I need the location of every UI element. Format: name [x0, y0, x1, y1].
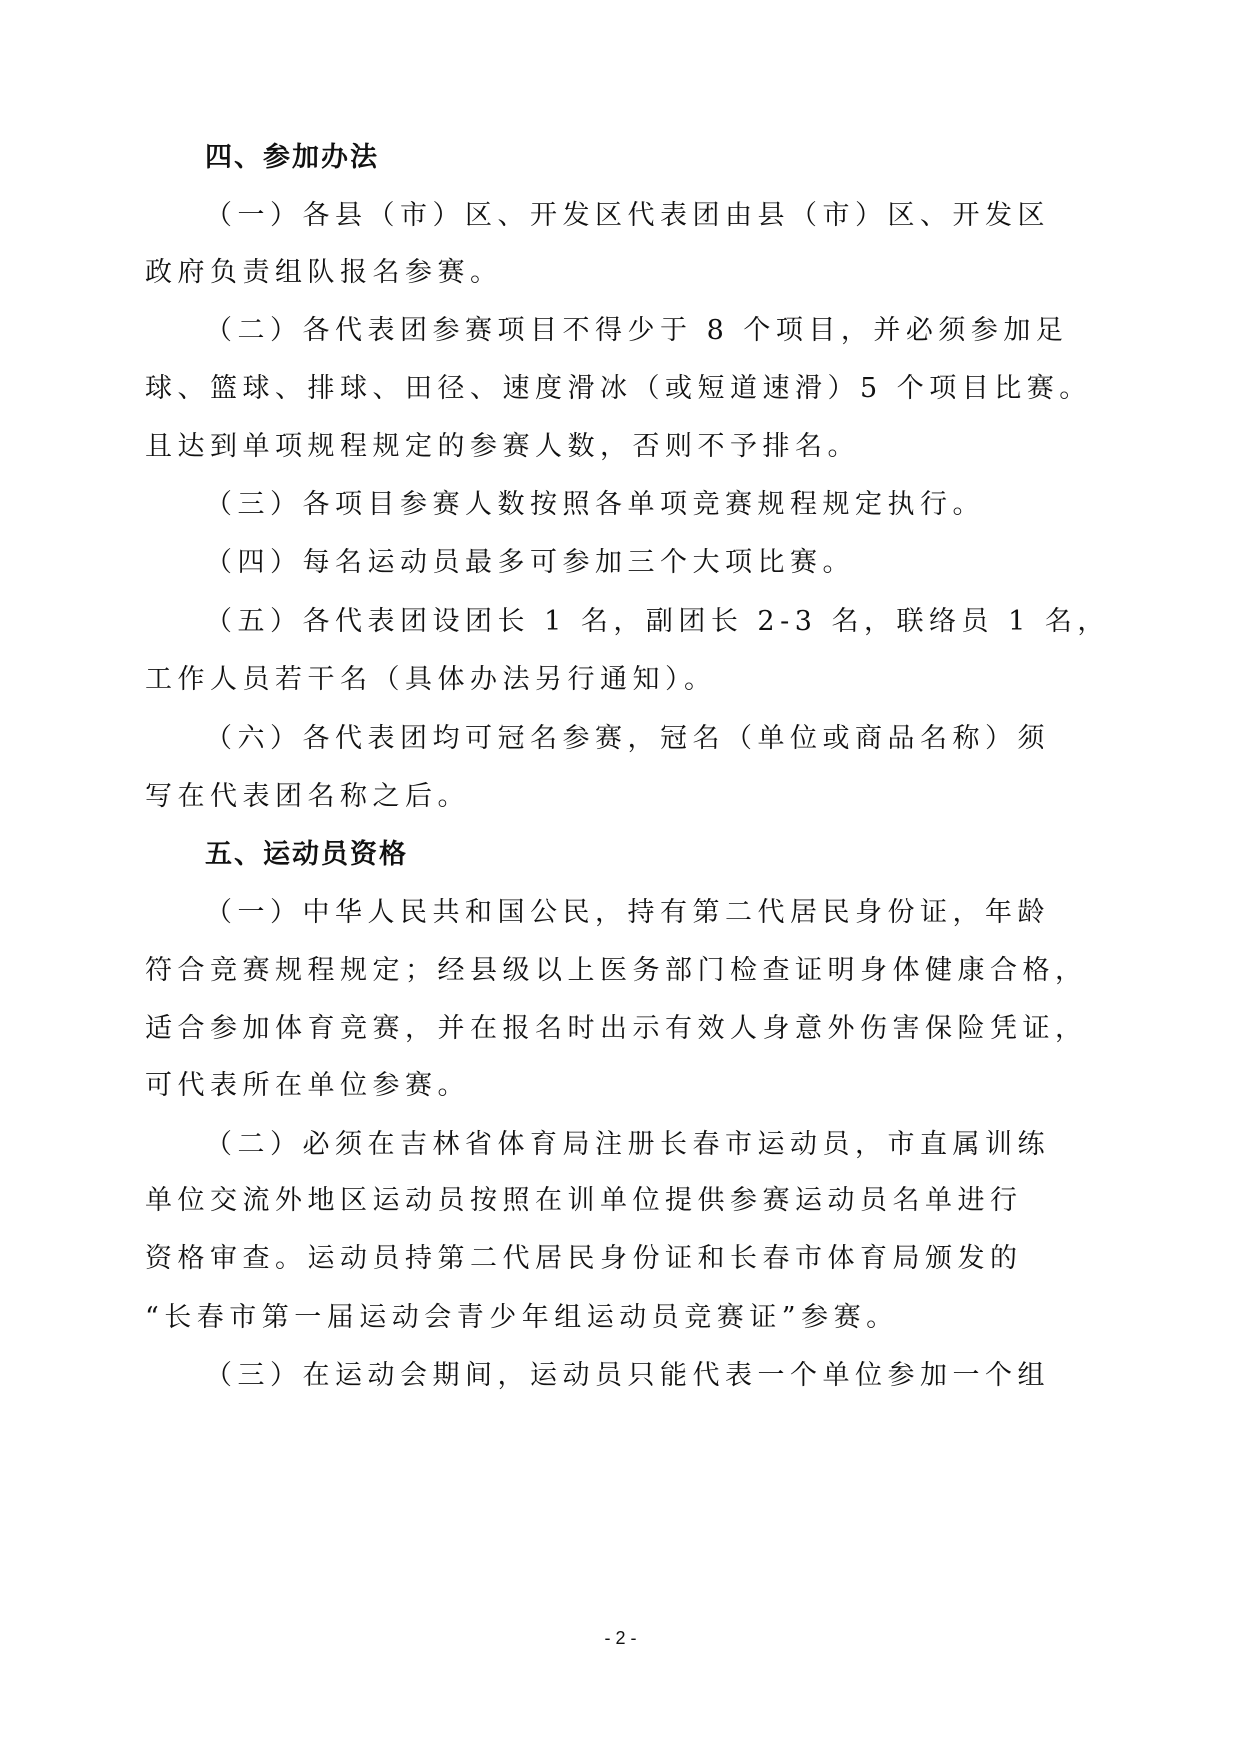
- paragraph-line: 政府负责组队报名参赛。: [145, 257, 503, 288]
- paragraph-line: （三）在运动会期间，运动员只能代表一个单位参加一个组: [205, 1360, 1050, 1391]
- paragraph-line: （五）各代表团设团长 1 名，副团长 2-3 名，联络员 1 名，: [205, 606, 1110, 637]
- paragraph-line: （二）各代表团参赛项目不得少于 8 个项目，并必须参加足: [205, 315, 1069, 346]
- paragraph-line: 可代表所在单位参赛。: [145, 1070, 470, 1101]
- paragraph-line: （一）中华人民共和国公民，持有第二代居民身份证，年龄: [205, 897, 1050, 928]
- paragraph-line: （六）各代表团均可冠名参赛，冠名（单位或商品名称）须: [205, 723, 1050, 754]
- paragraph-line: （三）各项目参赛人数按照各单项竞赛规程规定执行。: [205, 489, 985, 520]
- section-heading-4: 四、参加办法: [205, 142, 379, 173]
- paragraph-line: （四）每名运动员最多可参加三个大项比赛。: [205, 547, 855, 578]
- paragraph-line: 工作人员若干名（具体办法另行通知）。: [145, 664, 717, 695]
- paragraph-line: 写在代表团名称之后。: [145, 781, 470, 812]
- paragraph-line: （一）各县（市）区、开发区代表团由县（市）区、开发区: [205, 200, 1050, 231]
- paragraph-line: 符合竞赛规程规定；经县级以上医务部门检查证明身体健康合格，: [145, 955, 1088, 986]
- paragraph-line: 且达到单项规程规定的参赛人数，否则不予排名。: [145, 431, 860, 462]
- page-number: - 2 -: [604, 1628, 637, 1648]
- paragraph-line: 资格审查。运动员持第二代居民身份证和长春市体育局颁发的: [145, 1243, 1023, 1274]
- paragraph-line: 球、篮球、排球、田径、速度滑冰（或短道速滑）5 个项目比赛。: [145, 373, 1092, 404]
- paragraph-line: “长春市第一届运动会青少年组运动员竞赛证”参赛。: [145, 1302, 899, 1333]
- paragraph-line: 单位交流外地区运动员按照在训单位提供参赛运动员名单进行: [145, 1185, 1023, 1216]
- paragraph-line: （二）必须在吉林省体育局注册长春市运动员，市直属训练: [205, 1129, 1050, 1160]
- paragraph-line: 适合参加体育竞赛，并在报名时出示有效人身意外伤害保险凭证，: [145, 1013, 1088, 1044]
- section-heading-5: 五、运动员资格: [205, 839, 408, 870]
